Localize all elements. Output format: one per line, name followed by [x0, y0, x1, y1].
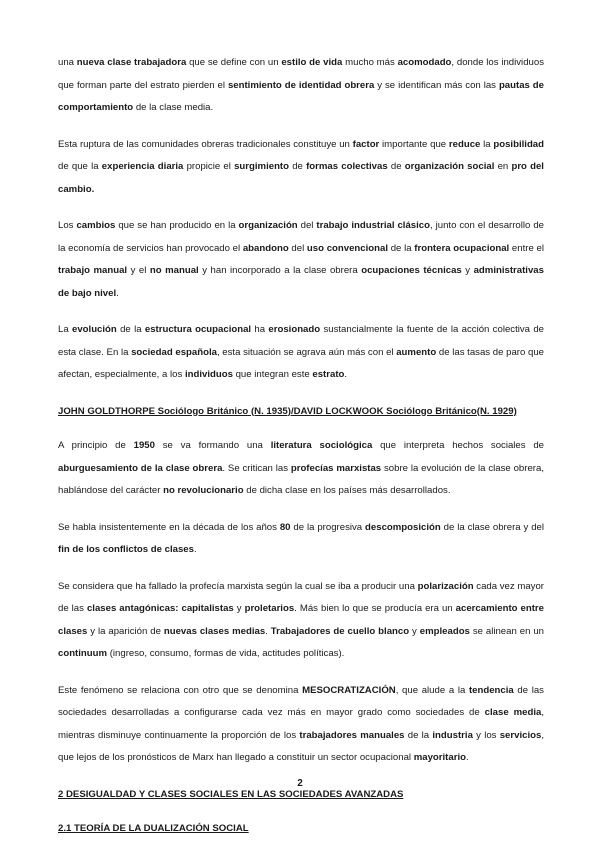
bold-run: acercamiento entre clases — [58, 603, 544, 637]
bold-run: 80 — [279, 521, 291, 533]
text-run: de las tasas de paro que afectan, especialmente, a los — [58, 346, 544, 380]
text-run: Se considera que ha fallado la profecía marxista según la cual se iba a producir una — [58, 580, 418, 592]
bold-run: proletarios — [244, 603, 295, 614]
bold-run: estructura ocupacional — [144, 324, 252, 335]
bold-run: factor — [352, 138, 380, 150]
section-heading-2: 2 DESIGUALDAD Y CLASES SOCIALES EN LAS SOCIEDADES AVANZADAS — [58, 788, 404, 800]
bold-run: organización social — [404, 161, 495, 172]
text-run: importante que — [379, 138, 449, 150]
bold-run: profecías marxistas — [290, 462, 382, 474]
bold-run: MESOCRATIZACIÓN — [302, 684, 396, 696]
text-run: . — [465, 752, 469, 763]
text-run: . Se critican las — [222, 462, 291, 474]
bold-run: sociedad española — [131, 346, 217, 358]
text-run: A principio de — [58, 440, 134, 451]
text-run: de la progresiva — [290, 521, 366, 533]
text-run: sustancialmente la fuente de la acción colectiva de esta clase. En la — [58, 324, 544, 358]
bold-run: posibilidad — [493, 138, 544, 150]
body-paragraph — [58, 215, 544, 305]
bold-run: continuum — [58, 648, 108, 659]
bold-run: estrato — [312, 369, 345, 380]
bold-run: pautas de comportamiento — [58, 79, 544, 113]
bold-run: no manual — [149, 265, 199, 276]
bold-run: trabajadores manuales — [299, 729, 405, 741]
text-run: de — [288, 161, 307, 172]
bold-run: uso convencional — [306, 242, 388, 254]
page-number: 2 — [297, 778, 303, 789]
bold-run: empleados — [419, 625, 470, 637]
bold-run: organización — [238, 220, 298, 231]
bold-run: individuos — [184, 369, 233, 380]
text-run: , mientras disminuye continuamente la proporción de los — [58, 707, 544, 741]
author-heading — [58, 401, 544, 424]
text-run: y han incorporado a la clase obrera — [198, 265, 362, 276]
text-run: una — [58, 57, 77, 68]
bold-run: pro del cambio. — [58, 161, 544, 195]
text-run: de dicha clase en los países más desarrollados. — [243, 485, 451, 496]
text-run: del — [288, 242, 307, 254]
text-run: de la — [116, 324, 145, 335]
text-run: de la clase media. — [133, 102, 214, 113]
text-run: propicie el — [183, 161, 235, 172]
text-run: de la — [388, 242, 415, 254]
bold-run: administrativas de bajo nivel — [58, 265, 544, 299]
text-run: que se han producido en la — [115, 220, 239, 231]
bold-run: polarización — [417, 580, 474, 592]
paragraph-list — [58, 52, 544, 770]
bold-run: surgimiento — [234, 161, 289, 172]
text-run: y el — [127, 265, 150, 276]
text-run: y la aparición de — [87, 625, 164, 637]
text-run: y — [233, 603, 245, 614]
text-run: se alinean en un — [469, 625, 545, 637]
bold-run: estilo de vida — [281, 57, 343, 68]
bold-run: descomposición — [365, 521, 441, 533]
text-run: se va formando una — [154, 440, 271, 451]
bold-run: trabajo manual — [58, 265, 128, 276]
bold-run: sentimiento de identidad obrera — [227, 79, 375, 91]
text-run: mucho más — [342, 57, 398, 68]
bold-run: aumento — [396, 346, 437, 358]
text-run: entre el — [509, 242, 544, 254]
text-run: , junto con el desarrollo de la economía de servicios han provocado el — [58, 220, 544, 254]
text-run: , que alude a la — [395, 684, 469, 696]
text-run: , donde los individuos que forman parte del estrato pierden el — [58, 57, 544, 91]
text-run: sobre la evolución de la clase obrera, hablándose del carácter — [58, 462, 544, 496]
bold-run: no revolucionario — [163, 485, 244, 496]
bold-run: erosionado — [268, 324, 321, 335]
bold-run: ocupaciones técnicas — [361, 265, 462, 276]
bold-run: fin de los conflictos de clases — [58, 544, 194, 555]
text-run: Esta ruptura de las comunidades obreras tradicionales constituye un — [58, 138, 353, 150]
bold-run: acomodado — [397, 57, 452, 68]
text-run: , esta situación se agrava aún más con el — [216, 346, 397, 358]
text-run: la — [480, 138, 494, 150]
text-run: y se identifican más con las — [374, 79, 499, 91]
text-run: de que la — [58, 161, 102, 172]
text-run: . — [344, 369, 348, 380]
text-run: cada vez mayor de las — [58, 580, 545, 614]
bold-run: mayoritario — [413, 752, 466, 763]
bold-run: experiencia diaria — [101, 161, 184, 172]
bold-run: servicios — [499, 729, 542, 741]
body-paragraph — [58, 680, 544, 770]
text-run: de las sociedades desarrolladas a configurarse cada vez más en mayor grado como sociedades de — [58, 684, 544, 718]
bold-run: frontera ocupacional — [414, 242, 510, 254]
text-run: y — [409, 625, 420, 637]
bold-run: clase media — [484, 707, 542, 718]
bold-run: JOHN GOLDTHORPE Sociólogo Británico (N. 1935)/DAVID LOCKWOOK Sociólogo Británico(N. 1929) — [58, 405, 517, 417]
body-paragraph — [58, 134, 544, 202]
bold-run: trabajo industrial clásico — [316, 220, 430, 231]
bold-run: abandono — [242, 242, 289, 254]
bold-run: nueva clase trabajadora — [76, 57, 187, 68]
bold-run: industria — [432, 729, 473, 741]
bold-run: evolución — [72, 324, 117, 335]
text-run: La — [58, 324, 72, 335]
bold-run: 1950 — [133, 440, 155, 451]
text-run: de la clase obrera y del — [440, 521, 545, 533]
bold-run: aburguesamiento de la clase obrera — [58, 462, 223, 474]
body-paragraph — [58, 576, 544, 666]
bold-run: tendencia — [468, 684, 514, 696]
text-run: Se habla insistentemente en la década de los años — [58, 521, 280, 533]
text-run: . — [116, 287, 119, 299]
body-paragraph — [58, 517, 544, 562]
text-run: . Más bien lo que se producía era un — [294, 603, 456, 614]
bold-run: literatura sociológica — [270, 440, 373, 451]
section-heading-2-1: 2.1 TEORÍA DE LA DUALIZACIÓN SOCIAL — [58, 823, 249, 834]
text-run: , que lejos de los pronósticos de Marx han llegado a constituir un sector ocupacional — [58, 729, 544, 763]
page-body — [58, 52, 544, 853]
bold-run: clases antagónicas: capitalistas — [86, 603, 234, 614]
text-run: de — [387, 161, 405, 172]
bold-run: reduce — [448, 138, 481, 150]
text-run: del — [297, 220, 317, 231]
text-run: y los — [472, 729, 500, 741]
text-run: y — [461, 265, 474, 276]
text-run: que integran este — [232, 369, 313, 380]
text-run: Los — [58, 220, 77, 231]
text-run: . — [265, 625, 271, 637]
bold-run: nuevas clases medias — [163, 625, 266, 637]
text-run: que interpreta hechos sociales de — [372, 440, 545, 451]
body-paragraph — [58, 435, 544, 503]
bold-run: formas colectivas — [306, 161, 388, 172]
bold-run: cambios — [76, 220, 116, 231]
text-run: de la — [404, 729, 433, 741]
text-run: . — [193, 544, 197, 555]
text-run: en — [494, 161, 512, 172]
text-run: ha — [251, 324, 269, 335]
text-run: Este fenómeno se relaciona con otro que se denomina — [58, 684, 303, 696]
body-paragraph — [58, 319, 544, 387]
bold-run: Trabajadores de cuello blanco — [270, 625, 410, 637]
text-run: (ingreso, consumo, formas de vida, actitudes políticas). — [107, 648, 345, 659]
body-paragraph — [58, 52, 544, 120]
text-run: que se define con un — [186, 57, 282, 68]
